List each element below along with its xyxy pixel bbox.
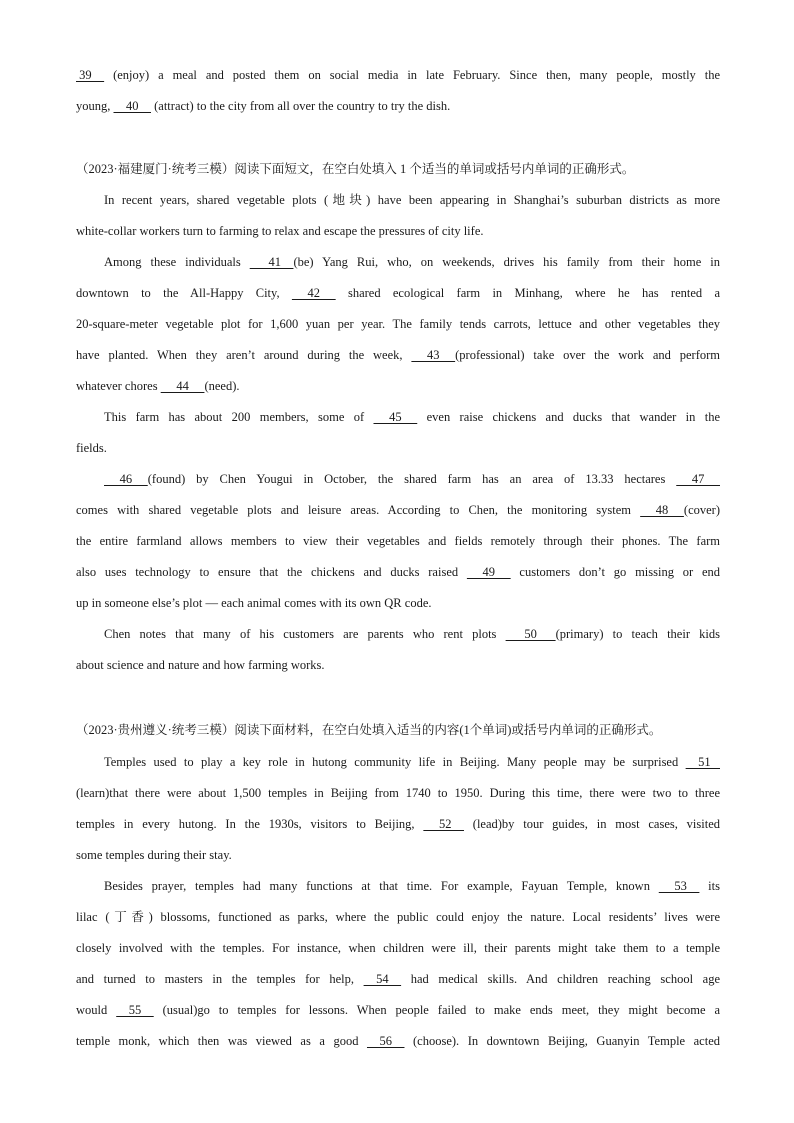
answer-blank-53[interactable]: 53 (658, 879, 700, 893)
text-segment: up in someone else’s plot — each animal comes with its own QR code. (76, 596, 432, 610)
answer-blank-47[interactable]: 47 (676, 472, 720, 486)
text-segment: In recent years, shared vegetable plots (地块) have been appearing in Shanghai’s suburban districts as more (104, 193, 720, 207)
text-segment: white-collar workers turn to farming to relax and escape the pressures of city life. (76, 224, 484, 238)
answer-blank-43[interactable]: 43 (411, 348, 456, 362)
text-segment: 20-square-meter vegetable plot for 1,600 yuan per year. The family tends carrots, lettuce and other vegetables they (76, 317, 720, 331)
text-line (76, 747, 720, 778)
text-line (76, 619, 720, 650)
text-line (76, 871, 720, 902)
text-segment: some temples during their stay. (76, 848, 232, 862)
section-heading-guizhou: （2023·贵州遵义·统考三模）阅读下面材料，在空白处填入适当的内容(1个单词)或括号内单词的正确形式。 (76, 723, 662, 737)
text-segment: Chen notes that many of his customers are parents who rent plots (104, 627, 506, 641)
answer-blank-41[interactable]: 41 (249, 255, 294, 269)
text-segment: (attract) to the city from all over the country to try the dish. (151, 99, 451, 113)
text-line (76, 809, 720, 840)
text-line (76, 216, 720, 247)
answer-blank-42[interactable]: 42 (291, 286, 336, 300)
text-segment: also uses technology to ensure that the chickens and ducks raised (76, 565, 467, 579)
answer-blank-45[interactable]: 45 (373, 410, 418, 424)
answer-blank-49[interactable]: 49 (466, 565, 511, 579)
text-line (76, 340, 720, 371)
text-segment: (usual)go to temples for lessons. When people failed to make ends meet, they might become a (153, 1003, 721, 1017)
text-line (76, 371, 720, 402)
text-line (76, 185, 720, 216)
text-segment: Among these individuals (104, 255, 250, 269)
text-line (76, 526, 720, 557)
text-segment: customers don’t go missing or end (510, 565, 720, 579)
text-line (76, 91, 720, 122)
text-line (76, 650, 720, 681)
text-segment: comes with shared vegetable plots and leisure areas. According to Chen, the monitoring system (76, 503, 641, 517)
passage-guizhou (76, 747, 720, 1057)
text-line (76, 495, 720, 526)
text-segment: young, (76, 99, 114, 113)
passage-fujian (76, 185, 720, 681)
text-line (76, 933, 720, 964)
text-segment: temple monk, which then was viewed as a good (76, 1034, 367, 1048)
text-segment: (lead)by tour guides, in most cases, visited (463, 817, 720, 831)
text-segment: Besides prayer, temples had many functions at that time. For example, Fayuan Temple, known (104, 879, 659, 893)
text-segment: (primary) to teach their kids (555, 627, 720, 641)
section-heading-fujian: （2023·福建厦门·统考三模）阅读下面短文，在空白处填入 1 个适当的单词或括号内单词的正确形式。 (76, 162, 635, 176)
answer-blank-44[interactable]: 44 (160, 379, 205, 393)
text-line (76, 902, 720, 933)
answer-blank-40[interactable]: 40 (113, 99, 151, 113)
text-line (76, 964, 720, 995)
text-line (76, 464, 720, 495)
answer-blank-48[interactable]: 48 (640, 503, 684, 517)
text-segment: (enjoy) a meal and posted them on social media in late February. Since then, many people, mostly the (104, 68, 720, 82)
text-segment: (need). (204, 379, 240, 393)
text-segment: (be) Yang Rui, who, on weekends, drives his family from their home in (293, 255, 720, 269)
text-line (76, 60, 720, 91)
text-segment: have planted. When they aren’t around during the week, (76, 348, 412, 362)
text-segment: This farm has about 200 members, some of (104, 410, 374, 424)
text-segment: downtown to the All-Happy City, (76, 286, 292, 300)
text-segment: (learn)that there were about 1,500 temples in Beijing from 1740 to 1950. During this time, there were two to three (76, 786, 720, 800)
text-segment: fields. (76, 441, 107, 455)
text-segment: its (699, 879, 720, 893)
text-line (76, 309, 720, 340)
text-line (76, 995, 720, 1026)
text-segment: even raise chickens and ducks that wander in the (417, 410, 720, 424)
text-segment: the entire farmland allows members to view their vegetables and fields remotely through their phones. The farm (76, 534, 720, 548)
answer-blank-56[interactable]: 56 (366, 1034, 405, 1048)
answer-blank-50[interactable]: 50 (505, 627, 556, 641)
text-segment: and turned to masters in the temples for help, (76, 972, 364, 986)
answer-blank-54[interactable]: 54 (363, 972, 402, 986)
text-line (76, 402, 720, 433)
answer-blank-46[interactable]: 46 (104, 472, 148, 486)
text-line (76, 247, 720, 278)
text-segment: (found) by Chen Yougui in October, the shared farm has an area of 13.33 hectares (147, 472, 677, 486)
answer-blank-52[interactable]: 52 (423, 817, 464, 831)
text-line (76, 1026, 720, 1057)
text-segment: closely involved with the temples. For instance, when children were ill, their parents might take them to a temple (76, 941, 720, 955)
text-segment: (choose). In downtown Beijing, Guanyin Temple acted (404, 1034, 720, 1048)
text-line (76, 588, 720, 619)
text-line (76, 433, 720, 464)
answer-blank-51[interactable]: 51 (685, 755, 720, 769)
passage-previous (76, 60, 720, 122)
text-segment: (cover) (683, 503, 720, 517)
text-segment: about science and nature and how farming works. (76, 658, 325, 672)
text-segment: Temples used to play a key role in hutong community life in Beijing. Many people may be surprised (104, 755, 686, 769)
text-segment: (professional) take over the work and perform (455, 348, 720, 362)
text-segment: temples in every hutong. In the 1930s, visitors to Beijing, (76, 817, 424, 831)
text-line (76, 557, 720, 588)
text-segment: shared ecological farm in Minhang, where he has rented a (335, 286, 721, 300)
text-segment: had medical skills. And children reaching school age (401, 972, 721, 986)
text-line (76, 778, 720, 809)
text-line (76, 840, 720, 871)
text-segment: lilac (丁香) blossoms, functioned as parks, where the public could enjoy the nature. Local residents’ lives were (76, 910, 720, 924)
answer-blank-55[interactable]: 55 (116, 1003, 154, 1017)
answer-blank-39[interactable]: 39 (76, 68, 105, 82)
text-segment: whatever chores (76, 379, 161, 393)
text-segment: would (76, 1003, 117, 1017)
text-line (76, 278, 720, 309)
